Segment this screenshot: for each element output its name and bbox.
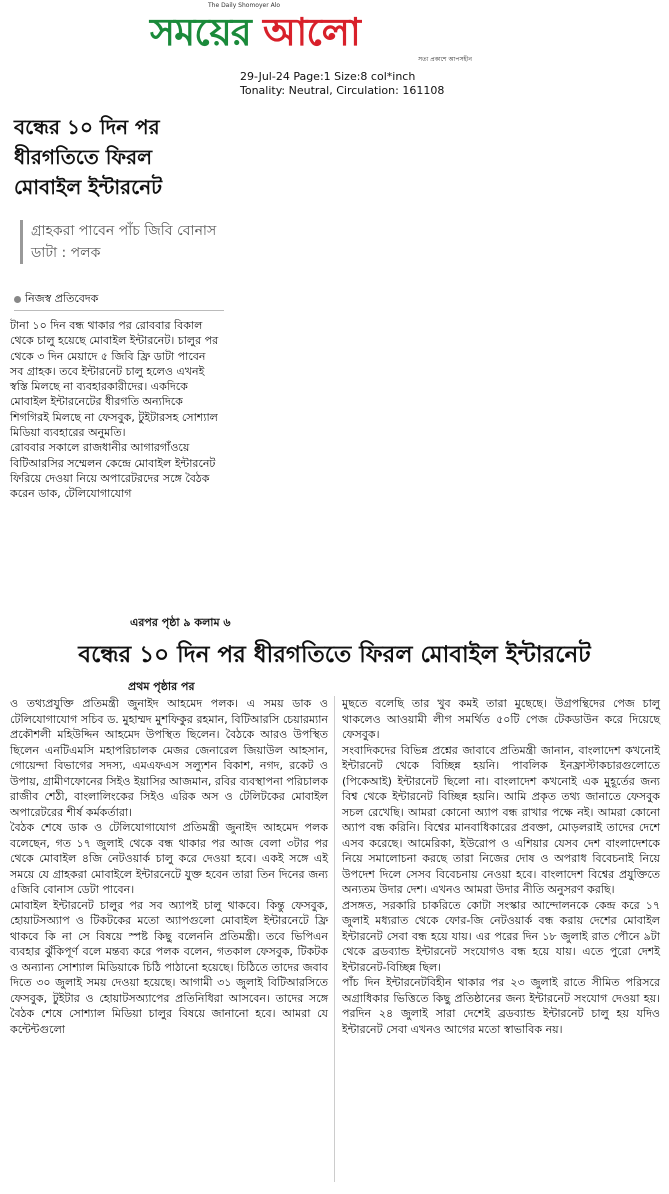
article-paragraph: প্রসঙ্গত, সরকারি চাকরিতে কোটা সংস্কার আন্দোলনকে কেন্দ্র করে ১৭ জুলাই মধ্যরাত থেকে ফোর-জি নেটওয়ার্ক বন্ধ করায় দেশের মোবাইল ইন্টারনেট সেবা বন্ধ হয়ে যায়। এর পরের দিন ১৮ জুলাই রাত পৌনে ৯টা থেকে ব্রডব্যান্ড ইন্টারনেট সংযোগও বন্ধ হয়ে যায়। এতে পুরো দেশই ইন্টারনেট-বিচ্ছিন্ন ছিল। — [342, 898, 660, 974]
column-divider — [334, 696, 335, 1182]
masthead-english-name: The Daily Shomoyer Alo — [208, 2, 281, 9]
continuation-column-right — [342, 696, 660, 1037]
continuation-column-left — [10, 696, 328, 1037]
article-headline: বন্ধের ১০ দিন পর ধীরগতিতে ফিরল মোবাইল ইন্টারনেট — [14, 115, 163, 199]
article-paragraph: ও তথ্যপ্রযুক্তি প্রতিমন্ত্রী জুনাইদ আহমেদ পলক। এ সময় ডাক ও টেলিযোগাযোগ সচিব ড. মুহাম্মদ মুশফিকুর রহমান, বিটিআরসি চেয়ারম্যান প্রকৌশলী মহিউদ্দিন আহমেদ উপস্থিত ছিলেন। বৈঠকে আরও উপস্থিত ছিলেন এনটিএমসি মহাপরিচালক মেজর জেনারেল জিয়াউল আহসান, গোয়েন্দা বিভাগের সদস্য, এমএফএস সল্যুশন বিকাশ, নগদ, রকেট ও উপায়, গ্রামীণফোনের সিইও ইয়াসির আজমান, রবির ব্যবস্থাপনা পরিচালক রাজীব শেঠী, বাংলালিংকের সিইও এরিক অস ও টেলিটকের মোবাইল অপারেটরের শীর্ষ কর্মকর্তারা। — [10, 697, 329, 819]
continued-note: এরপর পৃষ্ঠা ৯ কলাম ৬ — [130, 616, 231, 629]
article-body — [10, 318, 222, 502]
bullet-icon — [14, 296, 21, 303]
article-subhead: গ্রাহকরা পাবেন পাঁচ জিবি বোনাস ডাটা : পলক — [20, 220, 221, 264]
article-paragraph: রোববার সকালে রাজধানীর আগারগাঁওয়ে বিটিআরসির সম্মেলন কেন্দ্রে মোবাইল ইন্টারনেট ফিরিয়ে দেওয়া নিয়ে অপারেটরদের সঙ্গে বৈঠক করেন ডাক, টেলিযোগাযোগ — [10, 441, 216, 501]
clip-meta-line: 29-Jul-24 Page:1 Size:8 col*inch — [240, 70, 416, 83]
article-paragraph: টানা ১০ দিন বন্ধ থাকার পর রোববার বিকাল থেকে চালু হয়েছে মোবাইল ইন্টারনেট। চালুর পর থেকে ৩ দিন মেয়াদে ৫ জিবি ফ্রি ডাটা পাবেন সব গ্রাহক। তবে ইন্টারনেট চালু হলেও এখনই স্বস্তি মিলছে না ব্যবহারকারীদের। একদিকে মোবাইল ইন্টারনেটের ধীরগতি অন্যদিকে শিগগিরই মিলছে না ফেসবুক, টুইটারসহ সোশ্যাল মিডিয়া ব্যবহারের অনুমতি। — [10, 319, 219, 440]
masthead-tagline: সত্য প্রকাশে আপসহীন — [418, 56, 472, 63]
masthead — [150, 2, 480, 64]
byline-text: নিজস্ব প্রতিবেদক — [25, 292, 99, 305]
from-page-note: প্রথম পৃষ্ঠার পর — [128, 680, 195, 693]
divider — [14, 310, 224, 311]
article-paragraph: বৈঠক শেষে ডাক ও টেলিযোগাযোগ প্রতিমন্ত্রী জুনাইদ আহমেদ পলক বলেছেন, গত ১৭ জুলাই থেকে বন্ধ থাকার পর আজ বেলা ৩টার পর থেকে মোবাইল ৪জি নেটওয়ার্ক চালু করে দেওয়া হবে। একই সঙ্গে এই সময়ে যে গ্রাহকরা মোবাইলে ইন্টারনেটে যুক্ত হবেন তারা তিন দিনের জন্য ৫জিবি বোনাস ডেটা পাবেন। — [10, 821, 328, 896]
article-paragraph: মোবাইল ইন্টারনেট চালুর পর সব অ্যাপই চালু থাকবে। কিন্তু ফেসবুক, হোয়াটসঅ্যাপ ও টিকটকের মতো অ্যাপগুলো মোবাইল ইন্টারনেটে ফ্রি থাকবে কি না সে বিষয়ে স্পষ্ট কিছু বলেননি প্রতিমন্ত্রী। তবে ভিপিএন ব্যবহার ঝুঁকিপূর্ণ বলে মন্তব্য করে পলক বলেন, গতকাল ফেসবুক, টিকটক ও অন্যান্য সোশ্যাল মিডিয়াকে চিঠি পাঠানো হয়েছে। চিঠিতে তাদের জবাব দিতে ৩০ জুলাই সময় দেওয়া হয়েছে। আগামী ৩১ জুলাই বিটিআরসিতে ফেসবুক, টুইটার ও হোয়াটসঅ্যাপের প্রতিনিধিরা আসবেন। তাদের সঙ্গে বৈঠক শেষে সোশ্যাল মিডিয়া চালুর বিষয়ে জানানো হবে। আমরা যে কন্টেন্টগুলো — [10, 898, 328, 1036]
newspaper-logo: সময়ের আলো — [150, 10, 360, 54]
clip-meta-line: Tonality: Neutral, Circulation: 161108 — [240, 84, 445, 97]
article-paragraph: পাঁচ দিন ইন্টারনেটবিহীন থাকার পর ২৩ জুলাই রাতে সীমিত পরিসরে অগ্রাধিকার ভিত্তিতে কিছু প্রতিষ্ঠানের জন্য ইন্টারনেট সংযোগ দেওয়া হয়। পরদিন ২৪ জুলাই সারা দেশেই ব্রডব্যান্ড ইন্টারনেট চালু হয় যদিও ইন্টারনেট সেবা এখনও আগের মতো স্বাভাবিক নয়। — [342, 976, 660, 1036]
byline — [14, 290, 98, 309]
clip-metadata — [240, 70, 444, 98]
article-paragraph: মুছতে বলেছি তার খুব কমই তারা মুছেছে। উগ্রপন্থিদের পেজ চালু থাকলেও আওয়ামী লীগ সমর্থিত ৫০টি পেজ টেকডাউন করে দিয়েছে ফেসবুক। — [342, 697, 660, 741]
continuation-headline: বন্ধের ১০ দিন পর ধীরগতিতে ফিরল মোবাইল ইন্টারনেট — [78, 642, 591, 668]
article-paragraph: সংবাদিকদের বিভিন্ন প্রশ্নের জাবাবে প্রতিমন্ত্রী জানান, বাংলাদেশ কখনোই ইন্টারনেট থেকে বিচ্ছিন্ন হয়নি। পাবলিক ইনফ্রাস্টাকচারগুলোতে (পিকেআই) ইন্টারনেট ছিলো না। বাংলাদেশ কখনোই এক মুহূর্তের জন্য বিশ্ব থেকে ইন্টারনেট বিচ্ছিন্ন হয়নি। আমি প্রকৃত তথ্য জানাতে ফেসবুক সচল রেখেছি। আমরা কোনো অ্যাপ বন্ধ রাখার পক্ষে নই। আমরা কোনো অ্যাপ বন্ধ করিনি। বিশ্বের মানবাধিকারের প্রবক্তা, মোড়লরাই তাদের দেশে এসব করেছে। আমেরিকা, ইউরোপ ও এশিয়ার যেসব দেশ বাংলাদেশকে নিয়ে সমালোচনা করছে তারা নিজের দোষ ও অপরাধ বিবেচনাই নিয়ে উপদেশ দিলে সেসব বিবেচনায় নেওয়া হবে। বাংলাদেশ বিশ্বের প্রযুক্তিতে অন্যতম উদার দেশ। এখনও আমরা উদার নীতি অনুসরণ করছি। — [342, 743, 660, 896]
